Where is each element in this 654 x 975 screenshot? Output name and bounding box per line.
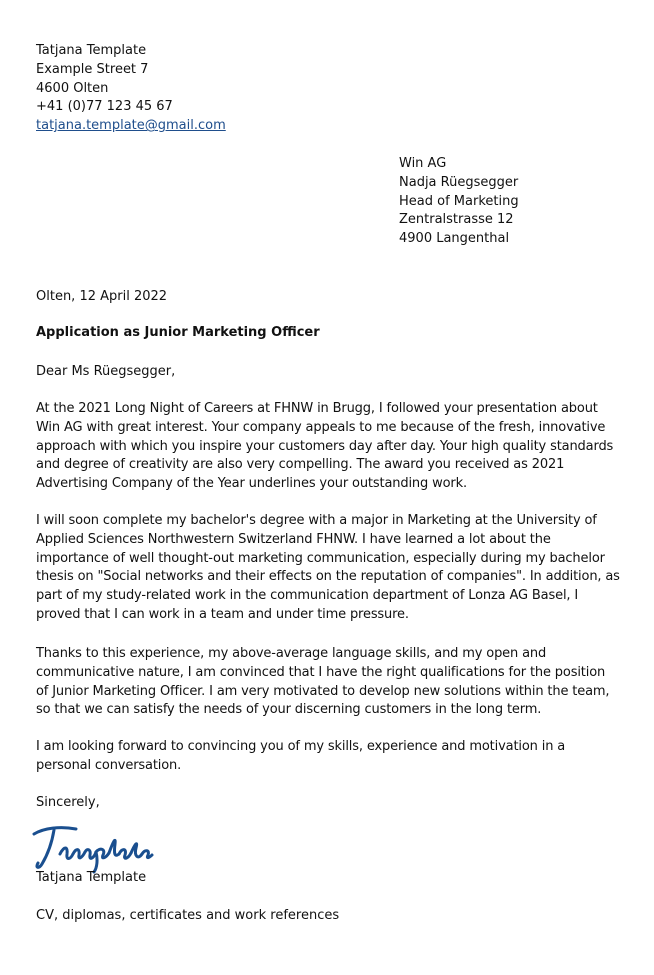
sender-city: 4600 Olten	[36, 80, 109, 96]
body-paragraph: I am looking forward to convincing you of my skills, experience and motivation in a personal conversation.	[36, 739, 566, 773]
recipient-street: Zentralstrasse 12	[399, 212, 514, 228]
body-paragraph: At the 2021 Long Night of Careers at FHNW in Brugg, I followed your presentation about Win AG with great interest. Your company appeals to me because of the fresh, innovative approach with which you inspire your customers day after day. Your high quality standards and degree of creativity are also very compelling. The award you received as 2021 Advertising Company of the Year underlines your outstanding work.	[36, 401, 614, 492]
sender-email-link[interactable]: tatjana.template@gmail.com	[36, 118, 226, 134]
recipient-contact: Nadja Rüegsegger	[399, 174, 519, 190]
body-paragraph: Thanks to this experience, my above-average language skills, and my open and communicative nature, I am convinced that I have the right qualifications for the position of Junior Marketing Officer. I am very motivated to develop new solutions within the team, so that we can satisfy the needs of your discerning customers in the long term.	[36, 646, 610, 718]
handwritten-signature	[30, 820, 155, 874]
sender-name: Tatjana Template	[36, 43, 147, 58]
recipient-title: Head of Marketing	[399, 193, 519, 209]
sender-street: Example Street 7	[36, 61, 149, 77]
body-paragraph: I will soon complete my bachelor's degree with a major in Marketing at the University of Applied Sciences Northwestern Switzerland FHNW. I have learned a lot about the importance of well thought-out marketing communication, especially during my bachelor thesis on "Social networks and their effects on the reputation of companies". In addition, as part of my study-related work in the communication department of Lonza AG Basel, I proved that I can work in a team and under time pressure.	[36, 513, 620, 622]
salutation: Dear Ms Rüegsegger,	[36, 364, 176, 379]
letter-subject: Application as Junior Marketing Officer	[36, 325, 320, 340]
recipient-city: 4900 Langenthal	[399, 231, 510, 247]
letter-date: Olten, 12 April 2022	[36, 289, 168, 304]
closing: Sincerely,	[36, 795, 100, 810]
enclosures-line: CV, diplomas, certificates and work references	[36, 908, 340, 923]
signer-name: Tatjana Template	[36, 870, 147, 885]
recipient-address	[399, 155, 519, 249]
sender-phone: +41 (0)77 123 45 67	[36, 99, 173, 115]
sender-address	[36, 42, 226, 136]
recipient-company: Win AG	[399, 156, 447, 171]
